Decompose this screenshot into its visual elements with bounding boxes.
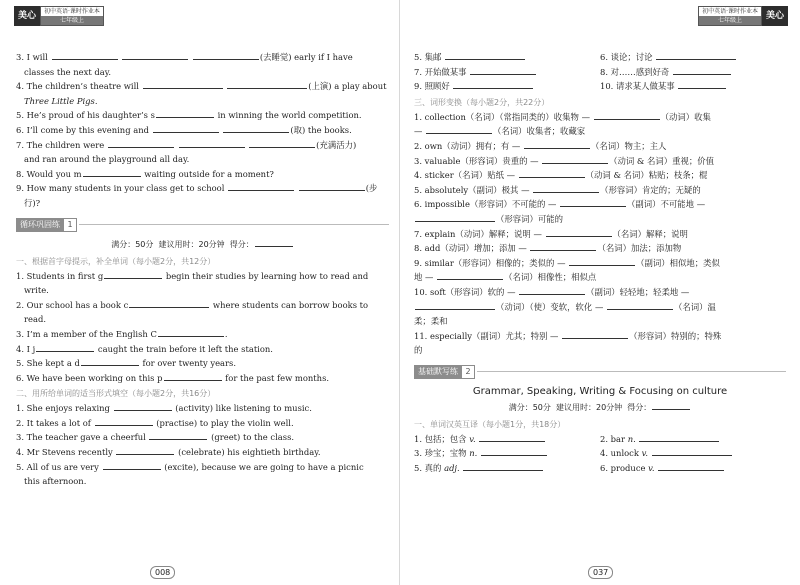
translate-row: 1. 包括；包含 v. 2. bar n. (414, 432, 786, 447)
score-line: 满分：50分 建议用时：20分钟 得分： (414, 400, 786, 416)
word-form-text: 柔；柔和 (414, 316, 448, 327)
answer-blank[interactable] (542, 154, 608, 164)
answer-blank[interactable] (415, 300, 495, 310)
word-form-line (414, 212, 786, 227)
word-form-text: （副词）轻轻地；轻柔地 — (586, 286, 690, 297)
word-form-text: 4. sticker（名词）贴纸 — (414, 170, 518, 181)
word-form-text: （形容词）特别的；特殊 (629, 330, 722, 341)
s2-q2: 2. It takes a lot of (practise) to play the violin well. (16, 417, 294, 428)
grade-label: 七年级上 (699, 16, 761, 25)
word-form-text: （名词）加法；添加物 (597, 243, 682, 254)
page-number: 037 (588, 566, 613, 579)
answer-blank[interactable] (149, 430, 207, 440)
answer-blank[interactable] (193, 50, 259, 60)
answer-blank[interactable] (223, 123, 289, 133)
word-form-text: （形容词）肯定的；无疑的 (600, 184, 701, 195)
vocab-row: 9. 照顾好 10. 请求某人做某事 (414, 79, 786, 94)
word-form-line (414, 154, 786, 169)
answer-blank[interactable] (129, 298, 209, 308)
word-form-text: 5. absolutely（副词）极其 — (414, 184, 533, 195)
answer-blank[interactable] (228, 181, 294, 191)
word-form-text: （名词）温 (674, 301, 716, 312)
answer-blank[interactable] (143, 79, 223, 89)
word-form-text: 地 — (414, 272, 437, 283)
s1-q2-cont: read. (24, 314, 46, 325)
word-form-text: 的 (414, 345, 423, 356)
word-form-text: （动词）收集 (660, 111, 711, 122)
s1-q2: 2. Our school has a book c where students can borrow books to (16, 299, 369, 310)
word-form-text: 7. explain（动词）解释；说明 — (414, 228, 545, 239)
answer-blank[interactable] (463, 461, 543, 471)
answer-blank[interactable] (415, 212, 495, 222)
answer-blank[interactable] (249, 138, 315, 148)
answer-blank[interactable] (569, 256, 635, 266)
word-form-text: 1. collection（名词）（常指同类的）收集物 — (414, 111, 593, 122)
answer-blank[interactable] (52, 50, 118, 60)
vocab-row: 5. 集邮 6. 谈论；讨论 (414, 50, 786, 65)
translate-row: 5. 真的 adj. 6. produce v. (414, 461, 786, 476)
answer-blank[interactable] (519, 168, 585, 178)
page-number: 008 (150, 566, 175, 579)
word-form-line (414, 139, 786, 154)
score-line: 满分：50分 建议用时：20分钟 得分： (16, 237, 389, 253)
q4-line: 4. The children’s theatre will (上演) a play about (16, 81, 387, 92)
answer-blank[interactable] (658, 461, 724, 471)
translate-row: 3. 珍宝；宝物 n. 4. unlock v. (414, 446, 786, 461)
practice-number: 1 (63, 218, 77, 232)
answer-blank[interactable] (104, 269, 162, 279)
q7-line-2: and ran around the playground all day. (24, 154, 190, 165)
answer-blank[interactable] (158, 327, 224, 337)
answer-blank[interactable] (546, 227, 612, 237)
answer-blank[interactable] (560, 197, 626, 207)
word-form-text: 2. own（动词）拥有；有 — (414, 140, 523, 151)
word-form-line (414, 256, 786, 271)
q5-line: 5. He’s proud of his daughter’s s in winning the world competition. (16, 110, 362, 121)
word-form-text: （名词）收集者；收藏家 (493, 126, 586, 137)
s1-q1: 1. Students in first g begin their studies by learning how to read and (16, 270, 369, 281)
s1-q4: 4. I j caught the train before it left the station. (16, 343, 273, 354)
q4-line-2: Three Little Pigs. (24, 95, 98, 106)
q9-line-2: 行)? (24, 197, 41, 208)
word-form-text: （动词 & 名词）粘贴；枝条；棍 (585, 170, 708, 181)
word-form-line (414, 270, 786, 285)
answer-blank[interactable] (116, 445, 174, 455)
answer-blank[interactable] (678, 79, 726, 89)
series-title: 初中英语·课时作业本 (699, 7, 761, 16)
s1-q6: 6. We have been working on this p for the past few months. (16, 372, 330, 383)
answer-blank[interactable] (108, 138, 174, 148)
section-heading: 二、用所给单词的适当形式填空（每小题2分，共16分） (16, 389, 216, 399)
answer-blank[interactable] (673, 65, 731, 75)
answer-blank[interactable] (639, 432, 719, 442)
brand-logo: 美心 (14, 6, 40, 26)
series-badge-right (698, 6, 788, 26)
answer-blank[interactable] (481, 446, 547, 456)
answer-blank[interactable] (114, 401, 172, 411)
word-form-text: （名词）解释；说明 (612, 228, 688, 239)
s2-q1: 1. She enjoys relaxing (activity) like listening to music. (16, 403, 312, 414)
divider (477, 371, 786, 372)
word-forms-list (414, 110, 786, 358)
answer-blank[interactable] (83, 167, 141, 177)
answer-blank[interactable] (524, 139, 590, 149)
answer-blank[interactable] (153, 123, 219, 133)
s2-q3: 3. The teacher gave a cheerful (greet) to the class. (16, 432, 295, 443)
answer-blank[interactable] (156, 108, 214, 118)
q6-line: 6. I’ll come by this evening and (取) the books. (16, 124, 352, 135)
word-form-text: （名词）相像性；相似点 (504, 272, 597, 283)
answer-blank[interactable] (164, 371, 222, 381)
answer-blank[interactable] (179, 138, 245, 148)
word-form-line (414, 300, 786, 315)
answer-blank[interactable] (479, 432, 545, 442)
word-form-line (414, 329, 786, 344)
practice-label: 基础默写练 (414, 365, 462, 379)
practice-header-2 (414, 364, 786, 380)
answer-blank[interactable] (426, 124, 492, 134)
s1-q5: 5. She kept a d for over twenty years. (16, 358, 236, 369)
series-badge-left (14, 6, 104, 26)
answer-blank[interactable] (533, 183, 599, 193)
practice-number: 2 (461, 365, 475, 379)
word-form-text: （名词）物主；主人 (590, 140, 667, 151)
s2-q5-cont: this afternoon. (24, 476, 87, 487)
q8-line: 8. Would you m waiting outside for a moment? (16, 168, 274, 179)
answer-blank[interactable] (437, 270, 503, 280)
q3-line-2: classes the next day. (24, 66, 111, 77)
answer-blank[interactable] (656, 50, 736, 60)
answer-blank[interactable] (95, 416, 153, 426)
q7-line: 7. The children were (充满活力) (16, 139, 357, 150)
practice-header-1 (16, 217, 389, 233)
q3-line: 3. I will (去睡觉) early if I have (16, 52, 353, 62)
section-heading: 一、根据首字母提示，补全单词（每小题2分，共12分） (16, 256, 216, 266)
word-form-text: 3. valuable（形容词）贵重的 — (414, 155, 542, 166)
answer-blank[interactable] (562, 329, 628, 339)
section-heading: 一、单词汉英互译（每小题1分，共18分） (414, 419, 566, 429)
word-form-line (414, 285, 786, 300)
unit-title: Grammar, Speaking, Writing & Focusing on culture (472, 385, 728, 397)
word-form-line (414, 227, 786, 242)
word-form-text: 8. add（动词）增加；添加 — (414, 243, 530, 254)
word-form-text: （形容词）可能的 (496, 213, 563, 224)
answer-blank[interactable] (103, 460, 161, 470)
answer-blank[interactable] (470, 65, 536, 75)
word-form-line (414, 197, 786, 212)
word-form-text: — (414, 126, 426, 137)
word-form-text: 10. soft（形容词）软的 — (414, 286, 519, 297)
s1-q3: 3. I’m a member of the English C . (16, 328, 228, 339)
section-heading: 三、词形变换（每小题2分，共22分） (414, 97, 550, 107)
word-form-text: 11. especially（副词）尤其；特别 — (414, 330, 562, 341)
answer-blank[interactable] (36, 342, 94, 352)
word-form-line (414, 110, 786, 125)
score-blank[interactable] (255, 237, 293, 247)
word-form-line (414, 124, 786, 139)
divider (79, 224, 389, 225)
right-page (400, 0, 800, 585)
answer-blank[interactable] (652, 446, 732, 456)
word-form-text: （动词 & 名词）重视；价值 (609, 155, 715, 166)
word-form-line (414, 314, 786, 329)
word-form-text: 6. impossible（形容词）不可能的 — (414, 199, 560, 210)
series-title: 初中英语·课时作业本 (41, 7, 103, 16)
answer-blank[interactable] (607, 300, 673, 310)
answer-blank[interactable] (530, 241, 596, 251)
word-form-text: （动词）（使）变软，软化 — (496, 301, 607, 312)
answer-blank[interactable] (445, 50, 525, 60)
answer-blank[interactable] (453, 79, 533, 89)
answer-blank[interactable] (519, 285, 585, 295)
word-form-text: 9. similar（形容词）相像的；类似的 — (414, 257, 569, 268)
answer-blank[interactable] (81, 356, 139, 366)
word-form-line (414, 168, 786, 183)
answer-blank[interactable] (299, 181, 365, 191)
s1-q1-cont: write. (24, 285, 49, 296)
word-form-line (414, 183, 786, 198)
word-form-text: （副词）不可能地 — (627, 199, 706, 210)
grade-label: 七年级上 (41, 16, 103, 25)
answer-blank[interactable] (122, 50, 188, 60)
score-blank[interactable] (652, 400, 690, 410)
s2-q5: 5. All of us are very (excite), because we are going to have a picnic (16, 461, 364, 472)
vocab-row: 7. 开始做某事 8. 对……感到好奇 (414, 65, 786, 80)
practice-label: 循环巩固练 (16, 218, 64, 232)
brand-logo: 美心 (762, 6, 788, 26)
answer-blank[interactable] (594, 110, 660, 120)
word-form-line (414, 343, 786, 358)
s2-q4: 4. Mr Stevens recently (celebrate) his eightieth birthday. (16, 447, 321, 458)
q9-line: 9. How many students in your class get to school (步 (16, 183, 378, 194)
word-form-text: （副词）相似地；类似 (636, 257, 720, 268)
answer-blank[interactable] (227, 79, 307, 89)
word-form-line (414, 241, 786, 256)
